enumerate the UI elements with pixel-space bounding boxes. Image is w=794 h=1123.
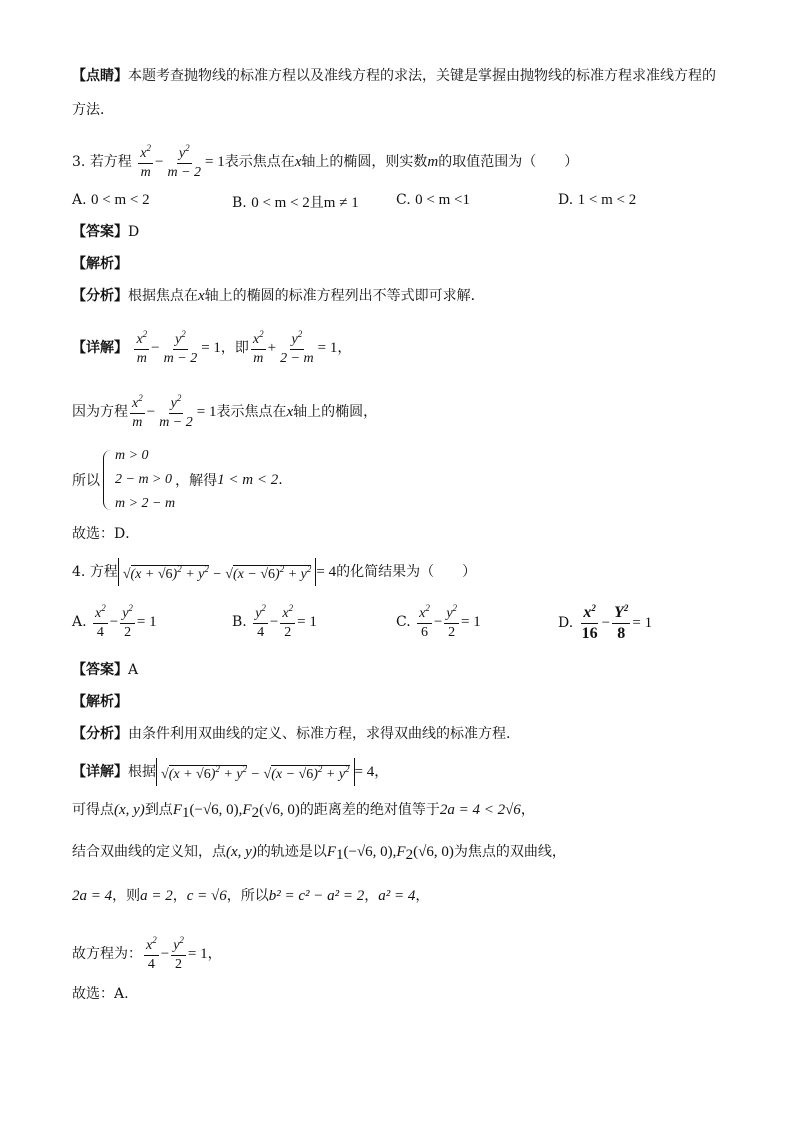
- q3-fenxi-tag: 【分析】: [72, 288, 128, 304]
- q4-option-b[interactable]: B. $\frac{y^2}{4}$ − $\frac{x^2}{2}$ = 1: [232, 603, 317, 640]
- q3-because-line: 因为方程 $\frac{x^2}{m}$ − $\frac{y^2}{m - 2}$ = 1表示焦点在x轴上的椭圆，: [72, 393, 378, 430]
- question-3-stem: 3. 若方程 $\frac{x^2}{m}$ − $\frac{y^2}{m - 2}$ = 1表示焦点在x轴上的椭圆，则实数m的取值范围为（ ）: [72, 143, 579, 180]
- q3-pre: 若方程: [89, 154, 132, 170]
- q4-post: 的化简结果为（ ）: [336, 564, 477, 580]
- q3-analysis-tag: 【解析】: [72, 256, 128, 272]
- q4-line-5: 故方程为： $\frac{x^2}{4}$ − $\frac{y^2}{2}$ = 1，: [72, 935, 222, 972]
- q4-guxuan-line: 故选：A.: [72, 986, 129, 1002]
- q3-post2: 轴上的椭圆，则实数: [301, 154, 428, 170]
- q4-option-c[interactable]: C. $\frac{x^2}{6}$ − $\frac{y^2}{2}$ = 1: [396, 603, 481, 640]
- left-brace: [103, 450, 112, 510]
- q3-axis: x: [294, 154, 302, 170]
- q3-detail-tag: 【详解】: [72, 340, 128, 356]
- inequality-system: m > 0 2 − m > 0 m > 2 − m: [115, 448, 176, 511]
- q4-line-3: 结合双曲线的定义知，点(x, y)的轨迹是以$F_1(-√6$, $0),F_2(√6$, 0)为焦点的双曲线，: [72, 844, 566, 863]
- q3-answer-line: [72, 222, 139, 242]
- q3-number: 3.: [72, 154, 86, 170]
- q3-fenxi-line: 【分析】根据焦点在x轴上的椭圆的标准方程列出不等式即可求解．: [72, 288, 485, 304]
- q4-pre: 方程: [89, 564, 118, 580]
- q3-answer: D: [128, 224, 140, 240]
- q3-result: 1 < m < 2: [217, 471, 279, 488]
- q3-option-d-text: 1 < m < 2: [577, 192, 637, 208]
- q3-option-a[interactable]: A. 0 < m < 2: [72, 192, 150, 208]
- dianjing-text: 本题考查抛物线的标准方程以及准线方程的求法，关键是掌握由抛物线的标准方程求准线方程的: [128, 68, 716, 84]
- q3-guxuan-line: 故选：D．: [72, 526, 140, 542]
- q3-system-line: 所以 m > 0 2 − m > 0 m > 2 − m ，解得 1 < m < 2 .: [72, 444, 283, 516]
- q4-abs-expr: $√(x + √6)^2 + y^2 - √(x - √6)^2 + y^2$: [118, 558, 317, 586]
- dianjing-line-2: [72, 100, 114, 120]
- q4-line-2: 可得点(x, y)到点$F_1(-√6$, $0),F_2(√6$, 0)的距离差的绝对值等于2a = 4 < 2√6，: [72, 802, 535, 821]
- q4-eq: = 4: [316, 564, 337, 580]
- q4-option-a[interactable]: A. $\frac{x^2}{4}$ − $\frac{y^2}{2}$ = 1: [72, 603, 157, 640]
- q3-frac-y: $\frac{y^2}{m - 2}$: [167, 143, 202, 180]
- q4-answer: A: [128, 662, 139, 678]
- q3-option-b[interactable]: B. 0 < m < 2且m ≠ 1: [232, 195, 359, 211]
- q4-answer-line: 【答案】A: [72, 662, 139, 678]
- question-4-stem: [72, 558, 476, 586]
- dianjing-line-1: [72, 66, 716, 86]
- q3-option-c-text: 0 < m <1: [415, 192, 470, 208]
- dianjing-tag: 【点睛】: [72, 68, 128, 84]
- q4-analysis-line: 【解析】: [72, 694, 128, 710]
- q4-detail-line: 【详解】根据 $√(x + √6)^2 + y^2 - √(x - √6)^2 + y^2 = 4$，: [72, 758, 388, 786]
- q3-answer-tag: 【答案】: [72, 224, 128, 240]
- q3-option-a-text: 0 < m < 2: [91, 192, 150, 208]
- q3-option-c[interactable]: C. 0 < m <1: [396, 192, 470, 208]
- q3-post3: 的取值范围为（ ）: [438, 154, 579, 170]
- q3-post: 表示焦点在: [224, 154, 295, 170]
- q3-option-d[interactable]: D. 1 < m < 2: [558, 192, 637, 208]
- q4-option-d[interactable]: D. $\frac{x^2}{16}$ − $\frac{Y^2}{8}$ = 1: [558, 603, 653, 642]
- q3-eq: = 1: [205, 154, 225, 170]
- q4-line-4: 2a = 4，则a = 2，c = √6，所以b² = c² − a² = 2，a² = 4，: [72, 888, 430, 904]
- dianjing-text-end: 方法．: [72, 102, 114, 118]
- q4-number: 4.: [72, 564, 86, 580]
- q3-detail-line: 【详解】 $\frac{x^2}{m}$ − $\frac{y^2}{m - 2}$ = 1，即 $\frac{x^2}{m}$ + $\frac{y^2}{2 - m}$ = 1，: [72, 329, 352, 366]
- q3-var: m: [427, 154, 439, 170]
- q3-frac-x: $\frac{x^2}{m}$: [140, 143, 151, 180]
- q3-analysis-line: [72, 254, 128, 274]
- q4-fenxi-line: 【分析】由条件利用双曲线的定义、标准方程，求得双曲线的标准方程.: [72, 726, 511, 742]
- q3-option-b-text: 0 < m < 2: [251, 195, 310, 211]
